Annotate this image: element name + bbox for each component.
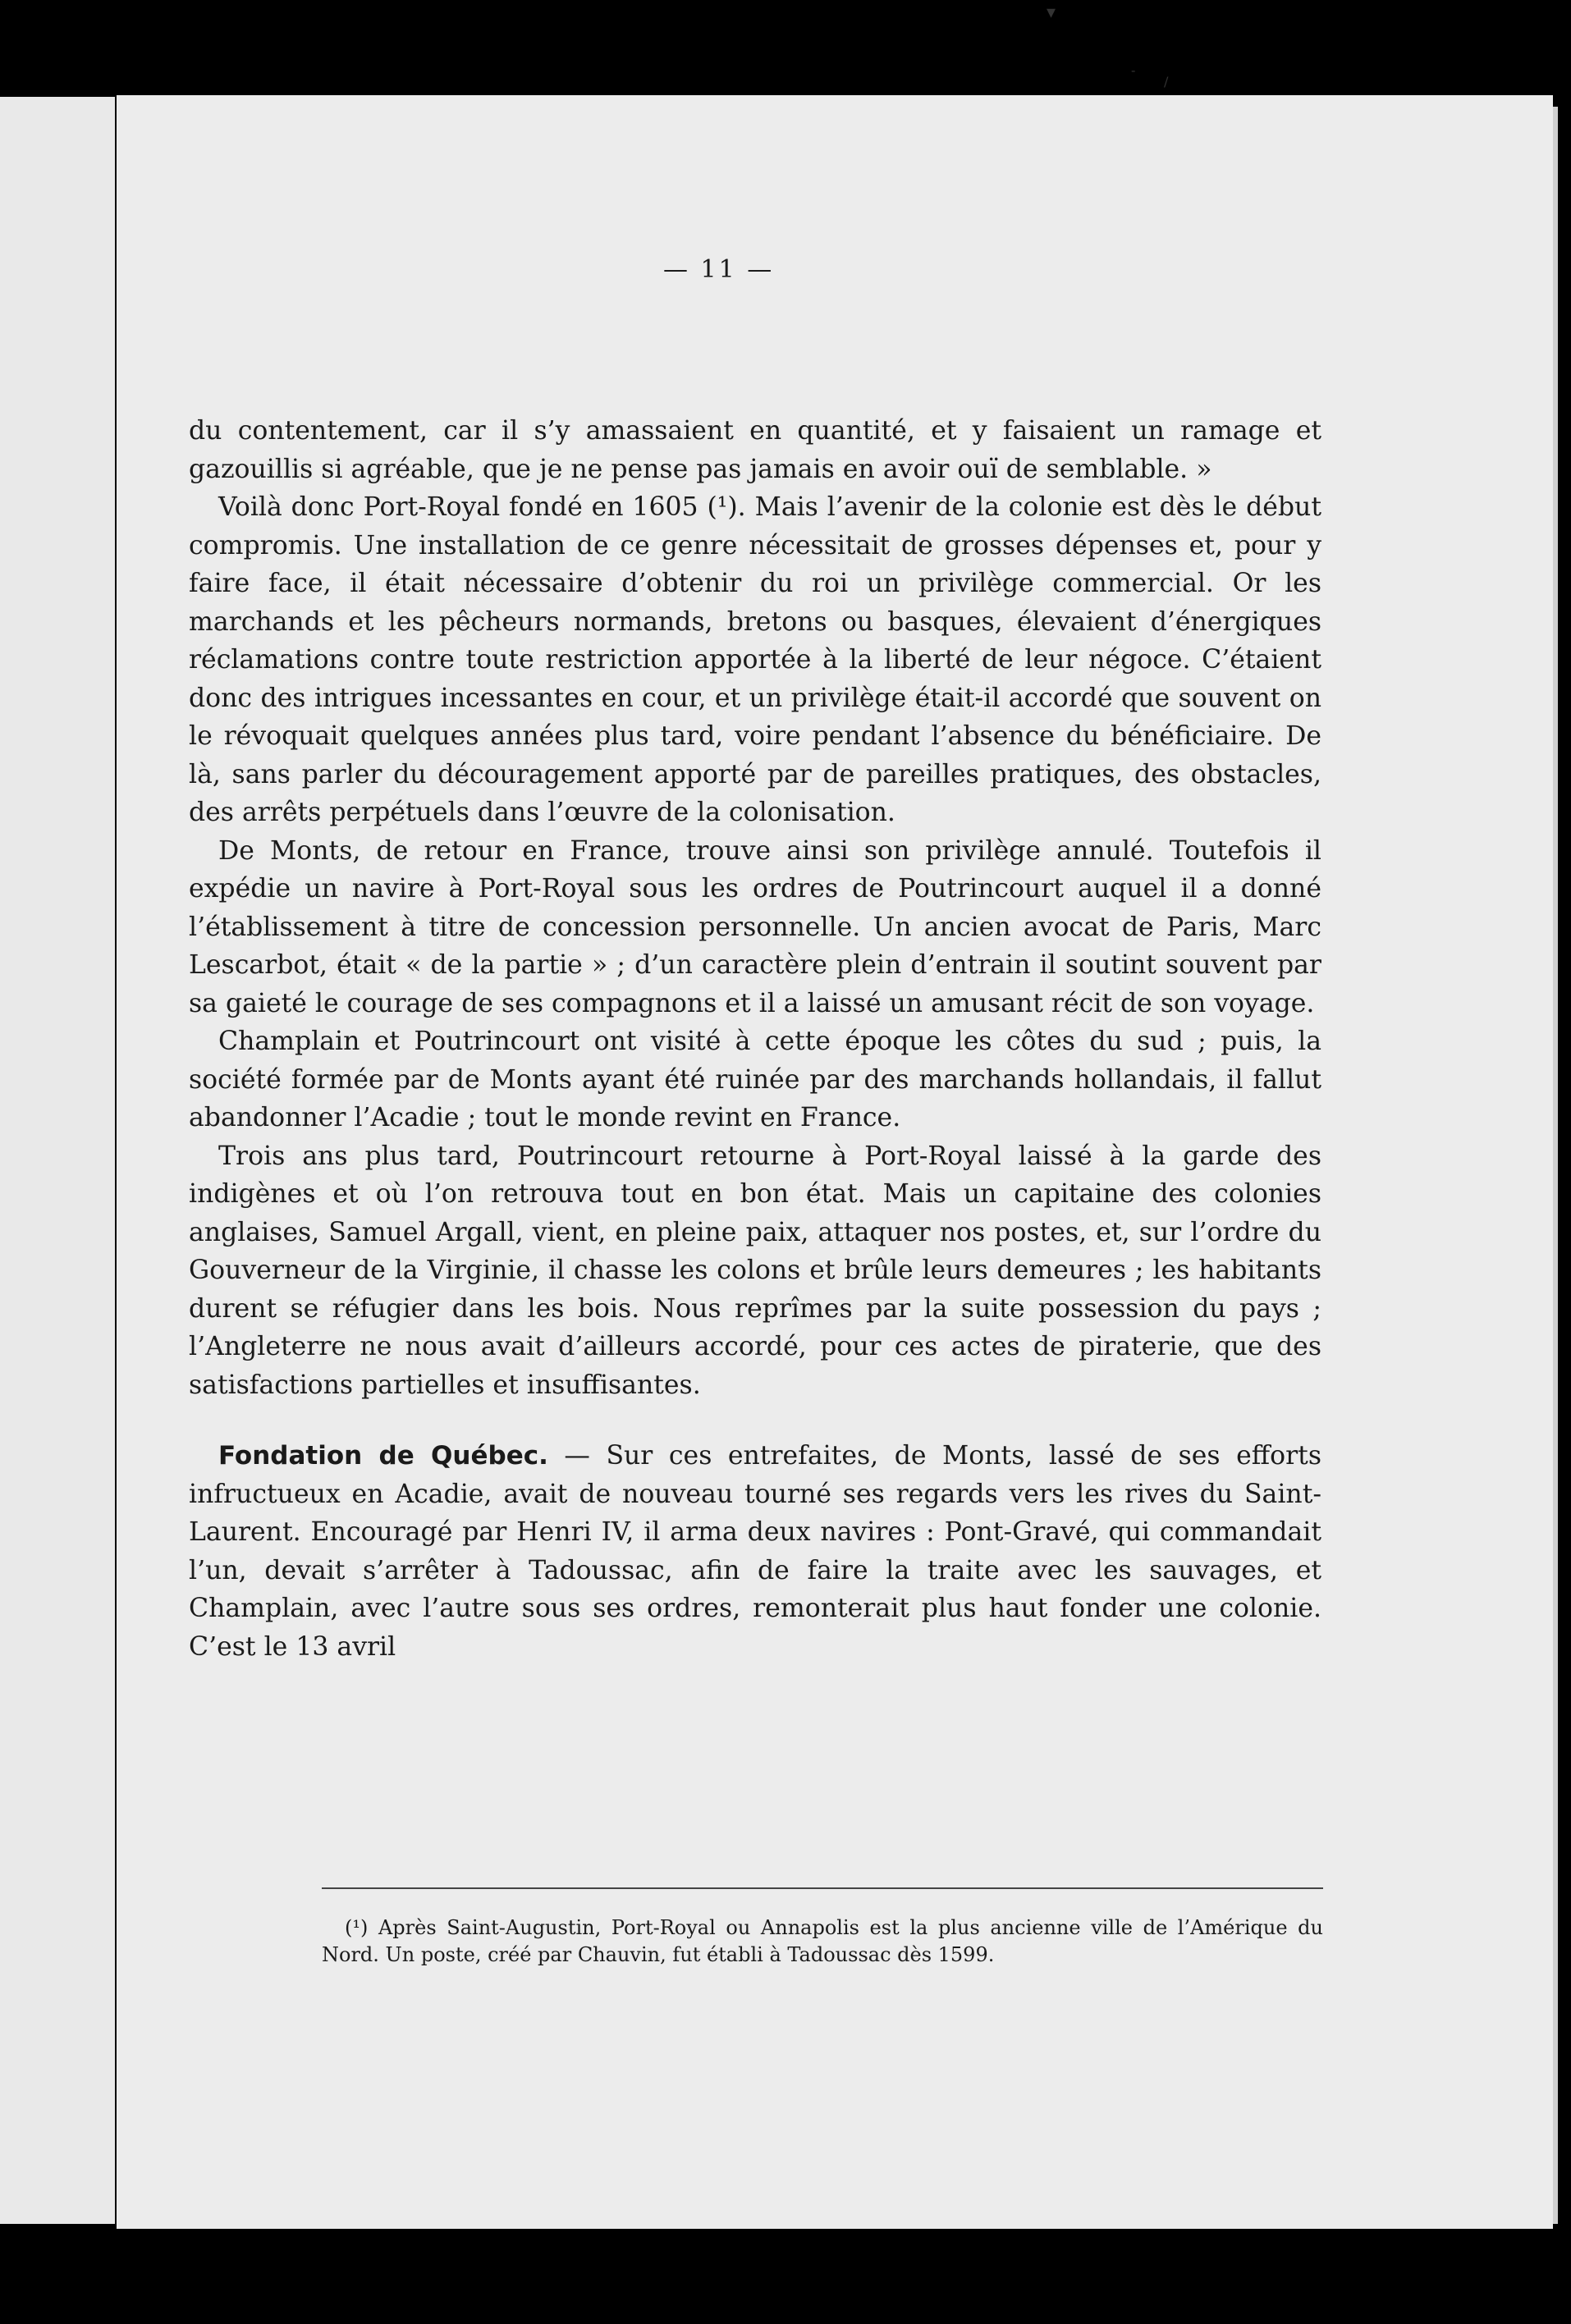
paragraph: Voilà donc Port-Royal fondé en 1605 (¹). Mais l’avenir de la colonie est dès le début compromis. Une installation de ce genre nécessitait de grosses dépenses et, pour y faire face, il était nécessaire d’obtenir du roi un privilège commercial. Or les marchands et les pêcheurs normands, bretons ou basques, élevaient d’énergiques réclamations contre toute restriction apportée à la liberté de leur négoce. C’étaient donc des intrigues incessantes en cour, et un privilège était-il accordé que souvent on le révoquait quelques années plus tard, voire pendant l’absence du bénéficiaire. De là, sans parler du découragement apporté par de pareilles pratiques, des obstacles, des arrêts perpétuels dans l’œuvre de la colonisation. <box>189 492 1321 827</box>
section-paragraph <box>189 1437 1321 1666</box>
paragraph: du contentement, car il s’y amassaient en quantité, et y faisaient un ramage et gazouillis si agréable, que je ne pense pas jamais en avoir ouï de semblable. » <box>189 416 1321 484</box>
scan-artifact: - <box>1131 62 1136 78</box>
footnote-divider <box>322 1887 1323 1889</box>
paragraph: De Monts, de retour en France, trouve ainsi son privilège annulé. Toutefois il expédie un navire à Port-Royal sous les ordres de Poutrincourt auquel il a donné l’établissement à titre de concession personnelle. Un ancien avocat de Paris, Marc Lescarbot, était « de la partie » ; d’un caractère plein d’entrain il soutint souvent par sa gaieté le courage de ses compagnons et il a laissé un amusant récit de son voyage. <box>189 835 1321 1018</box>
page-number: — 11 — <box>663 255 775 284</box>
scan-artifact: / <box>1164 74 1169 89</box>
paragraph: Trois ans plus tard, Poutrincourt retourne à Port-Royal laissé à la garde des indigènes et où l’on retrouva tout en bon état. Mais un capitaine des colonies anglaises, Samuel Argall, vient, en pleine paix, attaquer nos postes, et, sur l’ordre du Gouverneur de la Virginie, il chasse les colons et brûle leurs demeures ; les habitants durent se réfugier dans les bois. Nous reprîmes par la suite possession du pays ; l’Angleterre ne nous avait d’ailleurs accordé, pour ces actes de piraterie, que des satisfactions partielles et insuffisantes. <box>189 1141 1321 1400</box>
section-heading: Fondation de Québec. <box>218 1441 548 1471</box>
body-text <box>189 259 1321 1666</box>
footnote: (¹) Après Saint-Augustin, Port-Royal ou Annapolis est la plus ancienne ville de l’Amérique du Nord. Un poste, créé par Chauvin, fut établi à Tadoussac dès 1599. <box>322 1916 1323 1966</box>
scan-artifact: ▾ <box>1047 2 1056 23</box>
section-text: — Sur ces entrefaites, de Monts, lassé de ses efforts infructueux en Acadie, avait de nouveau tourné ses regards vers les rives du Saint-Laurent. Encouragé par Henri IV, il arma deux navires : Pont-Gravé, qui commandait l’un, devait s’arrêter à Tadoussac, afin de faire la traite avec les sauvages, et Champlain, avec l’autre sous ses ordres, remonterait plus haut fonder une colonie. C’est le 13 avril <box>189 1441 1321 1662</box>
paragraph: Champlain et Poutrincourt ont visité à cette époque les côtes du sud ; puis, la société formée par de Monts ayant été ruinée par des marchands hollandais, il fallut abandonner l’Acadie ; tout le monde revint en France. <box>189 1027 1321 1132</box>
adjacent-page-edge <box>0 97 115 2224</box>
